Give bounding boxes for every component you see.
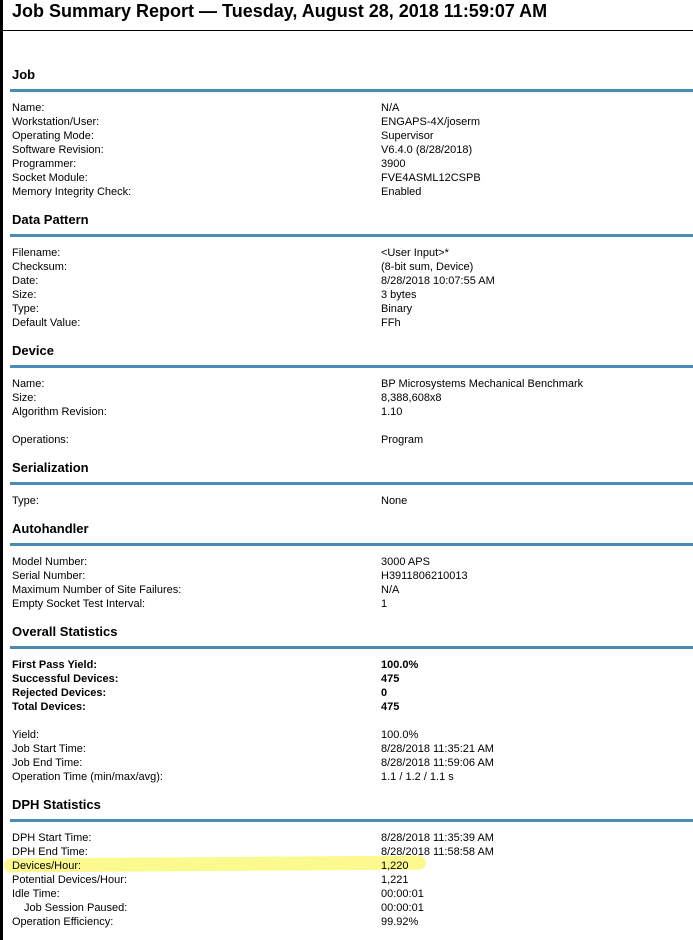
rows: [0, 494, 693, 508]
section-divider: [10, 646, 693, 649]
row-value: 0: [381, 687, 388, 699]
report-row: [0, 859, 693, 873]
report-row: [0, 845, 693, 859]
row-label: DPH Start Time:: [12, 832, 92, 844]
row-value: 00:00:01: [381, 888, 424, 900]
row-label: Devices/Hour:: [12, 860, 82, 872]
row-label: Operation Time (min/max/avg):: [12, 771, 163, 783]
row-label: Job End Time:: [12, 757, 83, 769]
report-row: [0, 901, 693, 915]
row-value: H3911806210013: [381, 570, 468, 582]
row-value: Program: [381, 434, 424, 446]
row-label: Operating Mode:: [12, 130, 94, 142]
row-value: ENGAPS-4X/joserm: [381, 116, 481, 128]
report-row: [0, 831, 693, 845]
report-row: [0, 185, 693, 199]
row-value: V6.4.0 (8/28/2018): [381, 144, 473, 156]
report-row: [0, 101, 693, 115]
report-title: Job Summary Report — Tuesday, August 28, 2018 11:59:07 AM: [12, 1, 548, 21]
row-label: Algorithm Revision:: [12, 406, 107, 418]
row-value: BP Microsystems Mechanical Benchmark: [381, 378, 584, 390]
report-row: [0, 377, 693, 391]
row-label: Socket Module:: [12, 172, 88, 184]
row-label: Filename:: [12, 247, 61, 259]
row-label: Rejected Devices:: [12, 687, 107, 699]
row-label: Successful Devices:: [12, 673, 119, 685]
title-divider: [0, 30, 693, 31]
row-spacer: [0, 714, 693, 728]
report-row: [0, 129, 693, 143]
row-label: Workstation/User:: [12, 116, 100, 128]
row-value: 8/28/2018 10:07:55 AM: [381, 275, 495, 287]
row-label: Yield:: [12, 729, 40, 741]
report-row: [0, 157, 693, 171]
section-divider: [10, 482, 693, 485]
section-title: Device: [12, 343, 54, 358]
row-value: None: [381, 495, 408, 507]
section-divider: [10, 89, 693, 92]
row-label: Model Number:: [12, 556, 88, 568]
rows: [0, 101, 693, 199]
report-row: [0, 246, 693, 260]
row-label: Idle Time:: [12, 888, 60, 900]
section-title: Overall Statistics: [12, 624, 118, 639]
row-label: Operation Efficiency:: [12, 916, 114, 928]
report-row: [0, 569, 693, 583]
report-row: [0, 770, 693, 784]
rows: [0, 377, 693, 447]
row-value: 3000 APS: [381, 556, 430, 568]
row-label: Date:: [12, 275, 39, 287]
report-row: [0, 260, 693, 274]
report-row: [0, 728, 693, 742]
report-row: [0, 700, 693, 714]
row-value: 475: [381, 701, 400, 713]
row-value: 8/28/2018 11:35:21 AM: [381, 743, 494, 755]
row-value: FVE4ASML12CSPB: [381, 172, 481, 184]
report-row: [0, 115, 693, 129]
report-row: [0, 302, 693, 316]
report-row: [0, 391, 693, 405]
report-row: [0, 672, 693, 686]
report-row: [0, 583, 693, 597]
report-row: [0, 555, 693, 569]
row-value: 99.92%: [381, 916, 419, 928]
row-label: Checksum:: [12, 261, 68, 273]
row-label: Serial Number:: [12, 570, 86, 582]
rows: [0, 831, 693, 929]
row-value: 3 bytes: [381, 289, 417, 301]
row-label: Name:: [12, 378, 45, 390]
row-label: Name:: [12, 102, 45, 114]
row-value: <User Input>*: [381, 247, 449, 259]
row-value: 1: [381, 598, 388, 610]
row-label: Software Revision:: [12, 144, 104, 156]
rows: [0, 246, 693, 330]
row-value: 1,220: [381, 860, 409, 872]
section-divider: [10, 365, 693, 368]
row-value: 8/28/2018 11:35:39 AM: [381, 832, 494, 844]
rows: [0, 555, 693, 611]
row-label: Type:: [12, 495, 39, 507]
row-value: 1,221: [381, 874, 409, 886]
section-divider: [10, 819, 693, 822]
report-row: [0, 494, 693, 508]
report-row: [0, 873, 693, 887]
row-label: Size:: [12, 289, 37, 301]
section-divider: [10, 234, 693, 237]
report-row: [0, 171, 693, 185]
row-label: Potential Devices/Hour:: [12, 874, 127, 886]
row-label: Default Value:: [12, 317, 81, 329]
row-label: Job Start Time:: [12, 743, 86, 755]
report-row: [0, 405, 693, 419]
row-label: Maximum Number of Site Failures:: [12, 584, 182, 596]
report-row: [0, 756, 693, 770]
row-label: Total Devices:: [12, 701, 86, 713]
row-value: Supervisor: [381, 130, 434, 142]
row-label: Type:: [12, 303, 39, 315]
row-label: First Pass Yield:: [12, 659, 97, 671]
section-divider: [10, 543, 693, 546]
rows: [0, 658, 693, 784]
report-row: [0, 686, 693, 700]
report-row: [0, 433, 693, 447]
row-spacer: [0, 419, 693, 433]
row-value: 1.10: [381, 406, 403, 418]
row-value: 8,388,608x8: [381, 392, 442, 404]
row-value: Binary: [381, 303, 413, 315]
row-value: N/A: [381, 102, 400, 114]
report-row: [0, 915, 693, 929]
report-row: [0, 658, 693, 672]
row-value: (8-bit sum, Device): [381, 261, 474, 273]
row-label: Programmer:: [12, 158, 77, 170]
row-value: 100.0%: [381, 729, 419, 741]
report-row: [0, 597, 693, 611]
row-value: 100.0%: [381, 659, 419, 671]
report-row: [0, 288, 693, 302]
row-label: DPH End Time:: [12, 846, 88, 858]
row-label: Operations:: [12, 434, 69, 446]
section-title: DPH Statistics: [12, 797, 101, 812]
row-value: Enabled: [381, 186, 422, 198]
row-value: 3900: [381, 158, 406, 170]
report-row: [0, 742, 693, 756]
report-row: [0, 143, 693, 157]
row-value: 00:00:01: [381, 902, 424, 914]
report-row: [0, 316, 693, 330]
row-label: Size:: [12, 392, 37, 404]
row-label: Empty Socket Test Interval:: [12, 598, 146, 610]
row-value: 8/28/2018 11:59:06 AM: [381, 757, 494, 769]
section-title: Autohandler: [12, 521, 89, 536]
row-label: Memory Integrity Check:: [12, 186, 132, 198]
row-label: Job Session Paused:: [24, 902, 128, 914]
section-title: Serialization: [12, 460, 89, 475]
row-value: 1.1 / 1.2 / 1.1 s: [381, 771, 454, 783]
row-value: N/A: [381, 584, 400, 596]
row-value: FFh: [381, 317, 401, 329]
report-row: [0, 887, 693, 901]
report-row: [0, 274, 693, 288]
row-value: 475: [381, 673, 400, 685]
section-title: Data Pattern: [12, 212, 89, 227]
section-title: Job: [12, 67, 36, 82]
row-value: 8/28/2018 11:58:58 AM: [381, 846, 494, 858]
